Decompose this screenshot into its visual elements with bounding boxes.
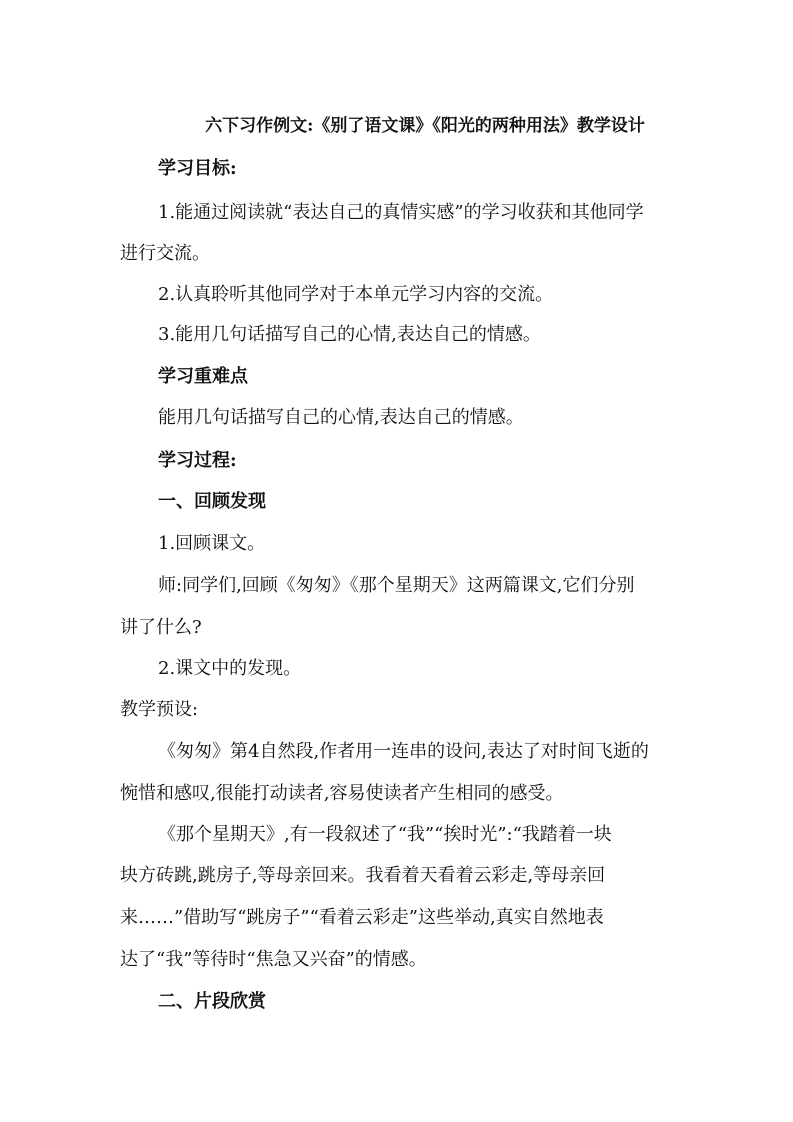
preset-2-line-1: 《那个星期天》,有一段叙述了“我”“挨时光”:“我踏着一块 [158, 824, 612, 845]
preset-2-line-4: 达了“我”等待时“焦急又兴奋”的情感。 [120, 949, 427, 970]
teacher-line-2: 讲了什么? [120, 617, 202, 638]
teacher-line-1: 师:同学们,回顾《匆匆》《那个星期天》这两篇课文,它们分别 [158, 575, 635, 596]
step-2: 2.课文中的发现。 [158, 658, 302, 679]
preset-label: 教学预设: [120, 699, 199, 720]
goal-1-line-1: 1.能通过阅读就“表达自己的真情实感”的学习收获和其他同学 [158, 202, 644, 223]
key-points-text: 能用几句话描写自己的心情,表达自己的情感。 [158, 407, 524, 428]
process-heading: 学习过程: [158, 450, 237, 471]
goal-2: 2.认真聆听其他同学对于本单元学习内容的交流。 [158, 284, 554, 305]
key-points-heading: 学习重难点 [158, 366, 248, 387]
document-title: 六下习作例文:《别了语文课》《阳光的两种用法》教学设计 [205, 116, 645, 136]
goal-1-line-2: 进行交流。 [120, 243, 210, 264]
preset-1-line-2: 惋惜和感叹,很能打动读者,容易使读者产生相同的感受。 [120, 783, 564, 804]
step-1: 1.回顾课文。 [158, 533, 266, 554]
preset-1-line-1: 《匆匆》第4自然段,作者用一连串的设问,表达了对时间飞逝的 [158, 741, 649, 762]
goals-heading: 学习目标: [158, 158, 237, 179]
section-2-heading: 二、片段欣赏 [158, 991, 266, 1012]
goal-3: 3.能用几句话描写自己的心情,表达自己的情感。 [158, 324, 541, 345]
section-1-heading: 一、回顾发现 [158, 491, 266, 512]
preset-2-line-3: 来……”借助写“跳房子”“看着云彩走”这些举动,真实自然地表 [120, 907, 604, 928]
preset-2-line-2: 块方砖跳,跳房子,等母亲回来。我看着天看着云彩走,等母亲回 [120, 865, 606, 886]
